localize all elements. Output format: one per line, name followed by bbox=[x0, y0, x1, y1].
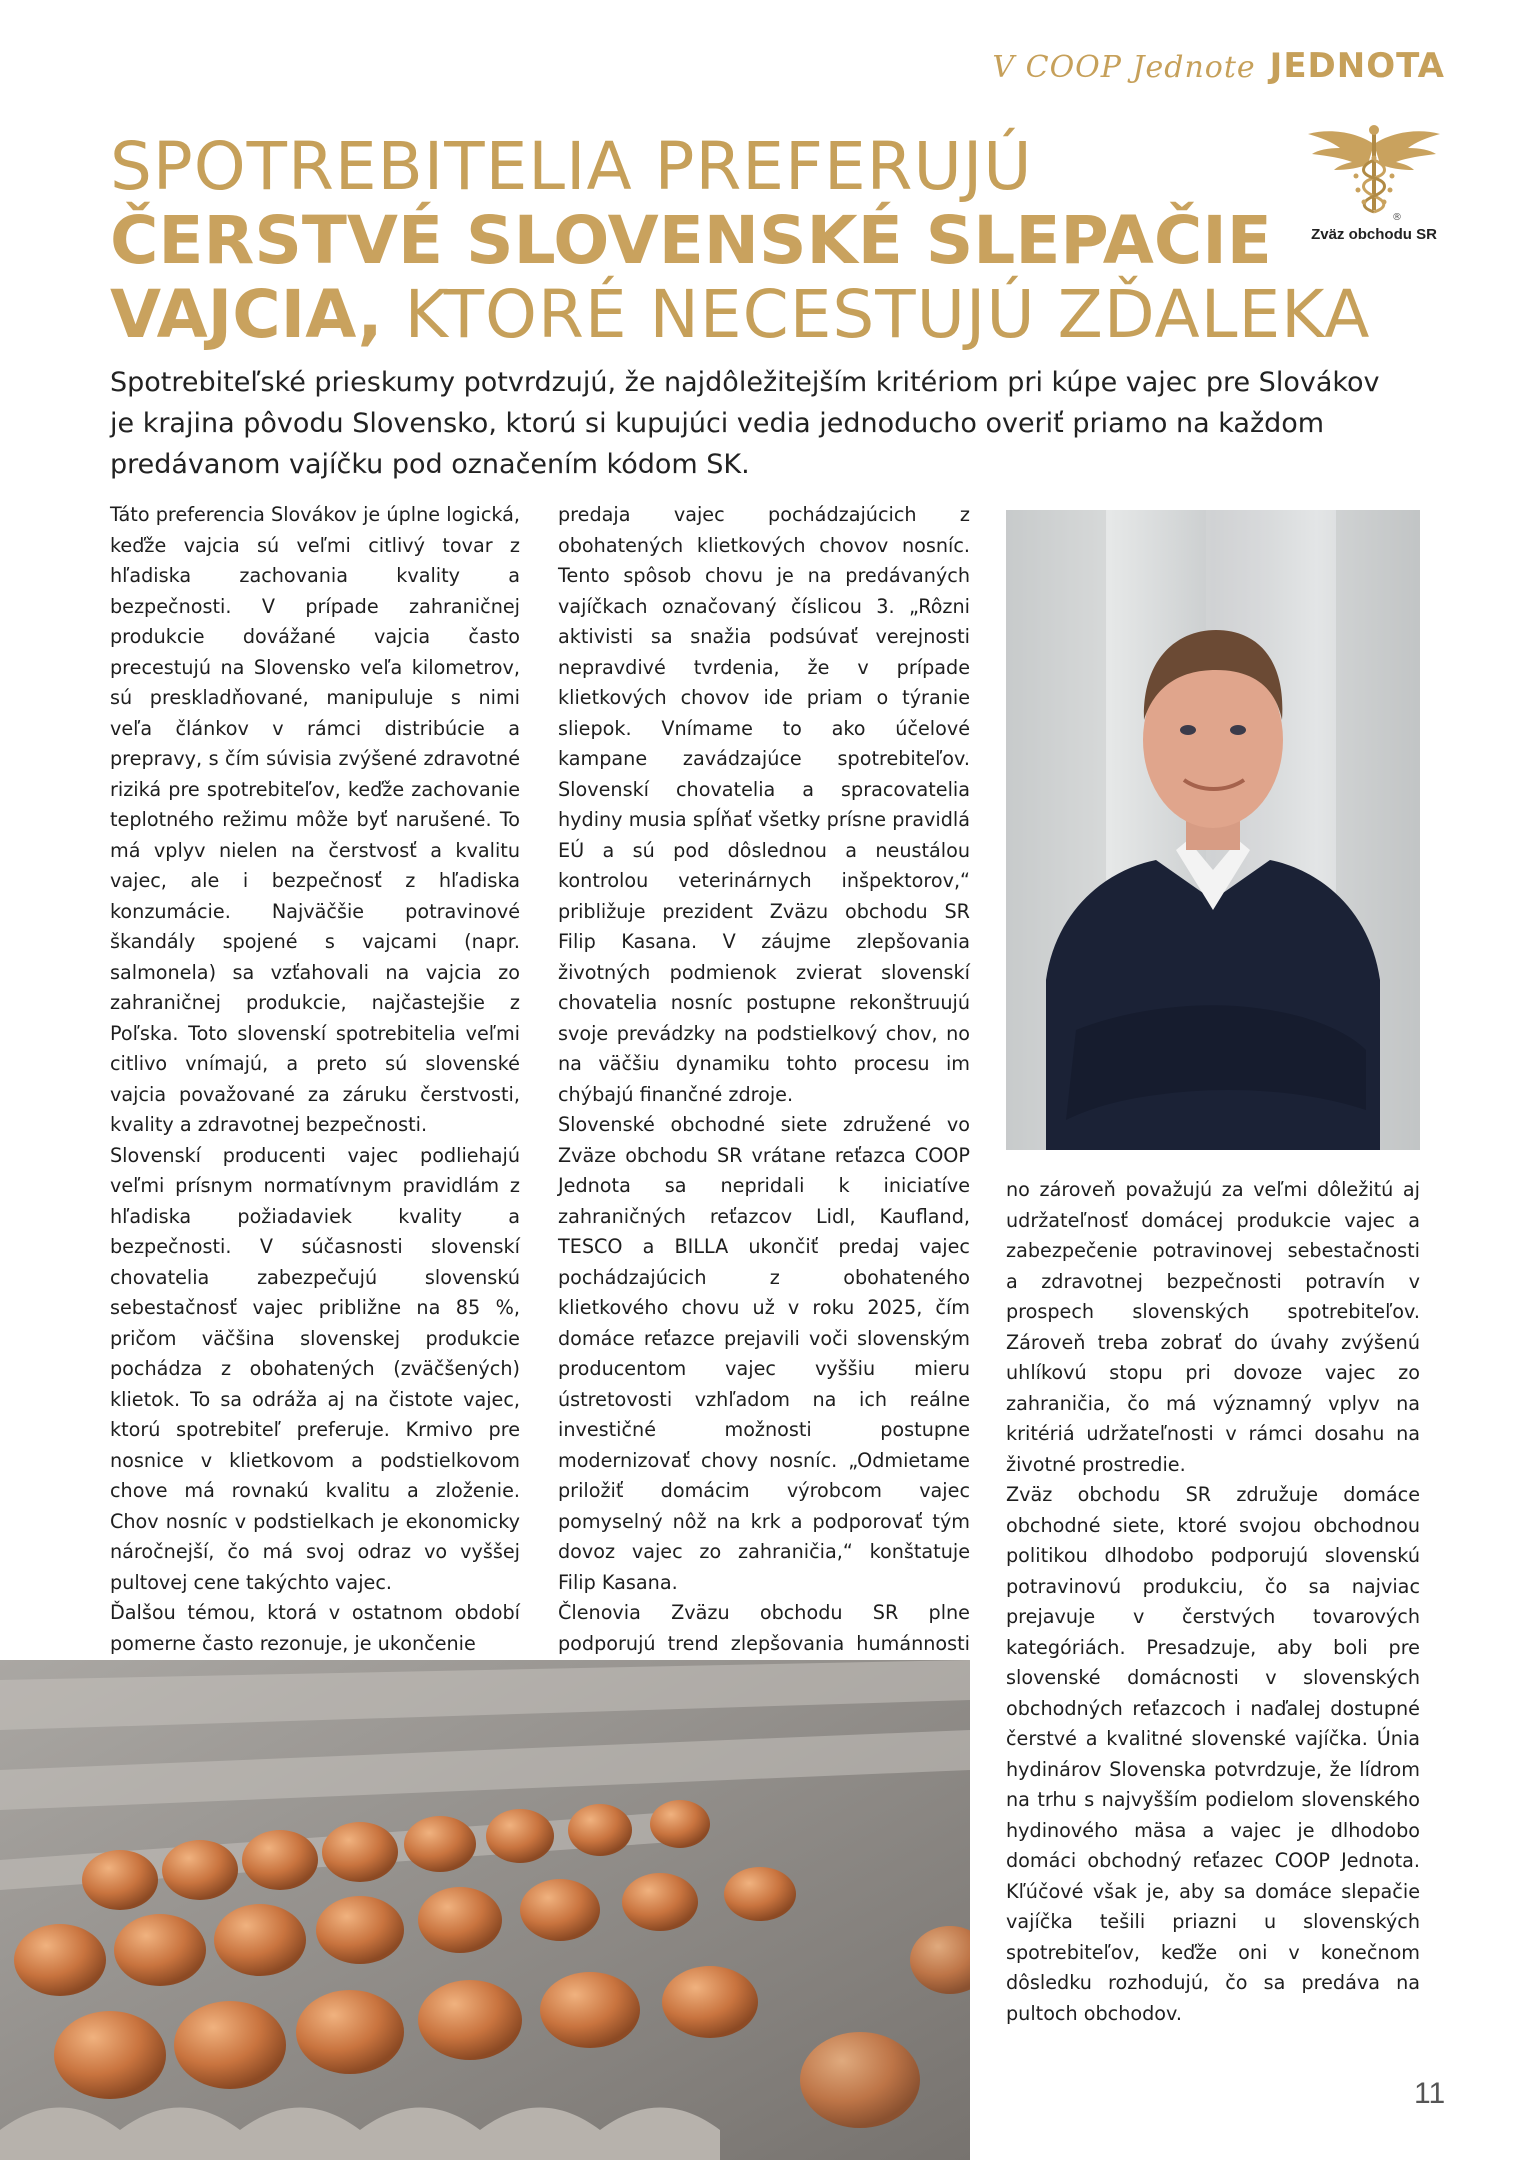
article-column-3 bbox=[1006, 1175, 1420, 2029]
paragraph: Zväz obchodu SR združuje domáce obchodné siete, ktoré svojou obchodnou politikou dlhodobo podporujú slovenskú potravinovú produkciu, čo sa najviac prejavuje v čerstvých tovarových kategóriách. Presadzuje, aby boli pre slovenské domácnosti v slovenských obchodných reťazcoch i naďalej dostupné čerstvé a kvalitné slovenské vajíčka. Únia hydinárov Slovenska potvrdzuje, že lídrom na trhu s najvyšším podielom slovenského hydinového mäsa a vajec je dlhodobo domáci obchodný reťazec COOP Jednota. Kľúčové však je, aby sa domáce slepačie vajíčka tešili priazni u slovenských spotrebiteľov, keďže oni v konečnom dôsledku rozhodujú, čo sa predáva na pultoch obchodov. bbox=[1006, 1483, 1420, 2025]
paragraph: Členovia Zväzu obchodu SR plne podporujú trend zlepšovania humánnosti bbox=[558, 1601, 970, 1655]
article-lead: Spotrebiteľské prieskumy potvrdzujú, že najdôležitejším kritériom pri kúpe vajec pre Slovákov je krajina pôvodu Slovensko, ktorú si kupujúci vedia jednoducho overiť priamo na každom predávanom vajíčku pod označením kódom SK. bbox=[110, 367, 1380, 480]
winged-caduceus-icon bbox=[1304, 118, 1444, 224]
eggs-photo bbox=[0, 1660, 970, 2160]
registered-mark: ® bbox=[1392, 212, 1402, 223]
paragraph: Slovenskí producenti vajec podliehajú veľmi prísnym normatívnym pravidlám z hľadiska požiadaviek kvality a bezpečnosti. V súčasnosti slovenskí chovatelia zabezpečujú slovenskú sebestačnosť vajec približne na 85 %, pričom väčšina slovenskej produkcie pochádza z obohatených (zväčšených) klietok. To sa odráža aj na čistote vajec, ktorú spotrebiteľ preferuje. Krmivo pre nosnice v klietkovom a podstielkovom chove má rovnakú kvalitu a zloženie. Chov nosníc v podstielkach je ekonomicky náročnejší, čo má svoj odraz vo vyššej pultovej cene takýchto vajec. bbox=[110, 1143, 520, 1594]
eggs-illustration bbox=[0, 1660, 970, 2160]
headline-line-3 bbox=[110, 278, 1410, 352]
paragraph: Slovenské obchodné siete združené vo Zväze obchodu SR vrátane reťazca COOP Jednota sa nepridali k iniciatíve zahraničných reťazcov Lidl, Kaufland, TESCO a BILLA ukončiť predaj vajec pochádzajúcich z obohateného klietkového chovu už v roku 2025, čím domáce reťazce prejavili voči slovenským producentom vajec vyššiu mieru ústretovosti vzhľadom na ich reálne investičné možnosti postupne modernizovať chovy nosníc. „Odmietame priložiť domácim výrobcom vajec pomyselný nôž na krk a podporovať tým dovoz vajec zo zahraničia,“ konštatuje Filip Kasana. bbox=[558, 1113, 970, 1594]
portrait-photo bbox=[1006, 510, 1420, 1150]
headline-line-2: ČERSTVÉ SLOVENSKÉ SLEPAČIE bbox=[110, 202, 1272, 279]
logo-caption: Zväz obchodu SR bbox=[1311, 226, 1437, 243]
paragraph: Táto preferencia Slovákov je úplne logická, keďže vajcia sú veľmi citlivý tovar z hľadiska zachovania kvality a bezpečnosti. V prípade zahraničnej produkcie dovážané vajcia často precestujú na Slovensko veľa kilometrov, sú preskladňované, manipuluje s nimi veľa článkov v rámci distribúcie a prepravy, s čím súvisia zvýšené zdravotné riziká pre spotrebiteľov, keďže zachovanie teplotného režimu môže byť narušené. To má vplyv nielen na čerstvosť a kvalitu vajec, ale i bezpečnosť z hľadiska konzumácie. Najväčšie potravinové škandály spojené s vajcami (napr. salmonela) sa vzťahovali na vajcia zo zahraničnej produkcie, najčastejšie z Poľska. Toto slovenskí spotrebitelia veľmi citlivo vnímajú, a preto sú slovenské vajcia považované za záruku čerstvosti, kvality a zdravotnej bezpečnosti. bbox=[110, 503, 520, 1136]
section-tag bbox=[992, 46, 1445, 86]
jednota-brand-logo: JEDNOTA bbox=[1269, 46, 1445, 86]
zvaz-obchodu-logo bbox=[1296, 118, 1452, 254]
headline-line-1: SPOTREBITELIA PREFERUJÚ bbox=[110, 128, 1033, 205]
article-headline bbox=[110, 130, 1410, 352]
paragraph: predaja vajec pochádzajúcich z obohatených klietkových chovov nosníc. Tento spôsob chovu je na predávaných vajíčkach označovaný číslicou 3. „Rôzni aktivisti sa snažia podsúvať verejnosti nepravdivé tvrdenia, že v prípade klietkových chovov ide priam o týranie sliepok. Vnímame to ako účelové kampane zavádzajúce spotrebiteľov. Slovenskí chovatelia a spracovatelia hydiny musia spĺňať všetky prísne pravidlá EÚ a sú pod dôslednou a neustálou kontrolou veterinárnych inšpektorov,“ približuje prezident Zväzu obchodu SR Filip Kasana. V záujme zlepšovania životných podmienok zvierat slovenskí chovatelia nosníc postupne rekonštruujú svoje prevádzky na podstielkový chov, no na väčšiu dynamiku tohto procesu im chýbajú finančné zdroje. bbox=[558, 503, 970, 1106]
headline-line-3-light: KTORÉ NECESTUJÚ ZĎALEKA bbox=[382, 276, 1371, 353]
section-tag-script: V COOP Jednote bbox=[992, 50, 1256, 85]
headline-line-3-bold: VAJCIA, bbox=[110, 276, 383, 353]
page-number: 11 bbox=[1414, 2077, 1446, 2110]
portrait-illustration bbox=[1006, 510, 1420, 1150]
article-column-2 bbox=[558, 500, 970, 1690]
paragraph: Ďalšou témou, ktorá v ostatnom období pomerne často rezonuje, je ukončenie bbox=[110, 1601, 520, 1655]
paragraph: no zároveň považujú za veľmi dôležitú aj udržateľnosť domácej produkcie vajec a zabezpečenie potravinovej sebestačnosti a zdravotnej bezpečnosti potravín v prospech slovenských spotrebiteľov. Zároveň treba zobrať do úvahy zvýšenú uhlíkovú stopu pri dovoze vajec zo zahraničia, čo má významný vplyv na kritériá udržateľnosti v rámci dosahu na životné prostredie. bbox=[1006, 1178, 1420, 1476]
article-column-1 bbox=[110, 500, 520, 1659]
